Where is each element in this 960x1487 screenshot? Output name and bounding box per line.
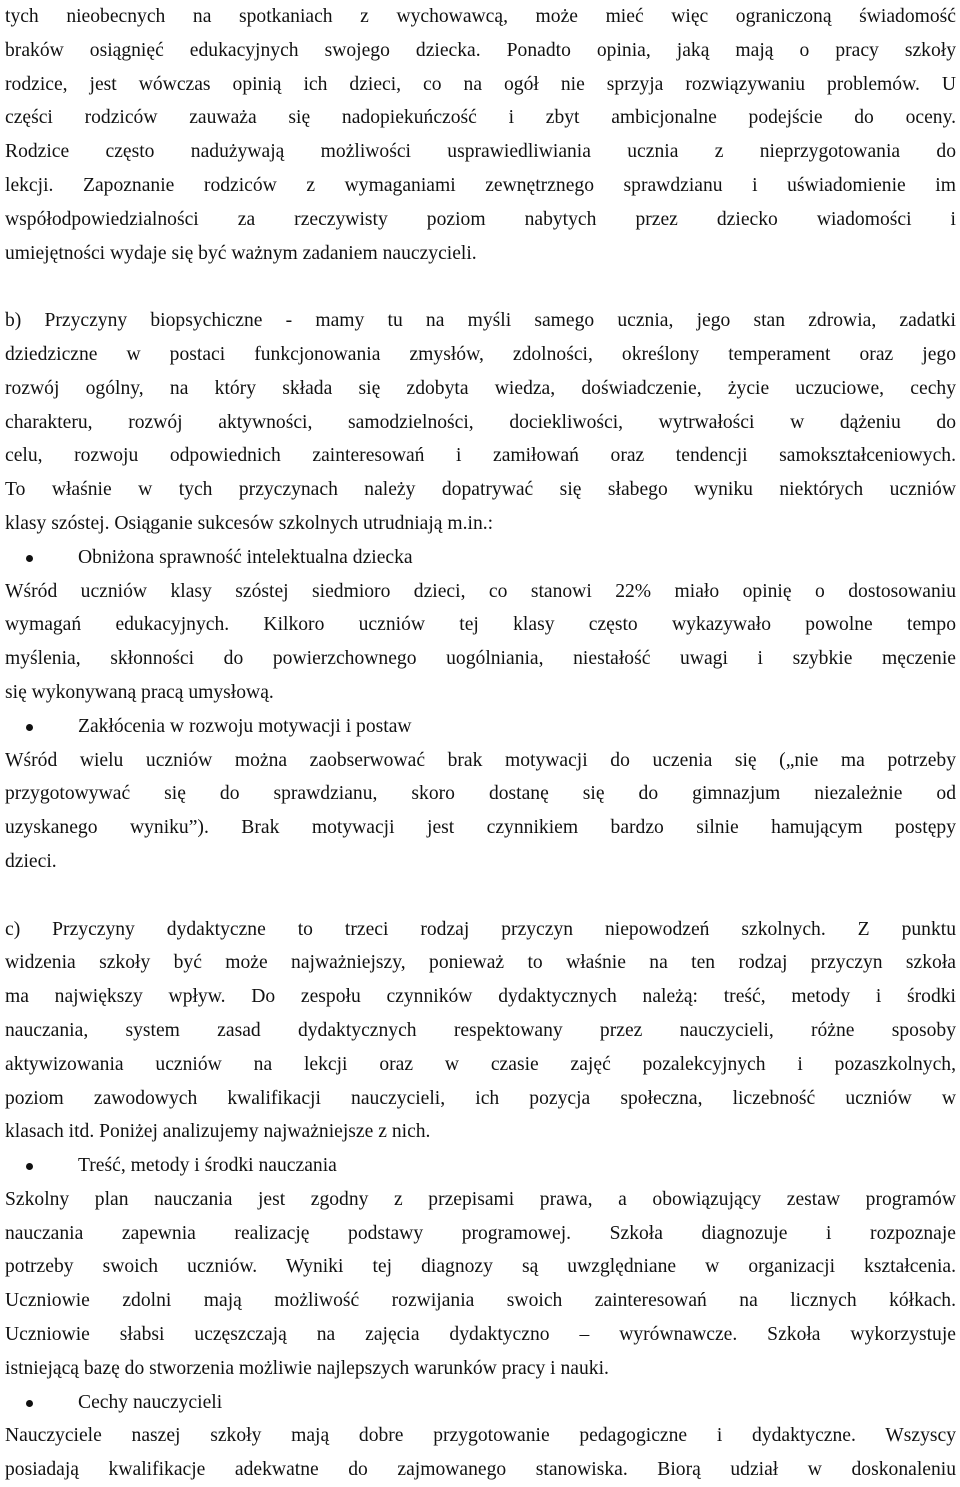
text-line: wymagań edukacyjnych. Kilkoro uczniów tej klasy często wykazywało powolne tempo xyxy=(5,614,956,636)
text-line: dzieci. xyxy=(5,850,57,872)
text-line: b) Przyczyny biopsychiczne - mamy tu na myśli samego ucznia, jego stan zdrowia, zadatki xyxy=(5,310,956,332)
text-line: dziedziczne w postaci funkcjonowania zmysłów, zdolności, określony temperament oraz jego xyxy=(5,343,956,365)
text-line: aktywizowania uczniów na lekcji oraz w czasie zajęć pozalekcyjnych i pozaszkolnych, xyxy=(5,1053,956,1075)
text-line: umiejętności wydaje się być ważnym zadaniem nauczycieli. xyxy=(5,242,477,264)
text-line: nauczania, system zasad dydaktycznych respektowany przez nauczycieli, różne sposoby xyxy=(5,1019,956,1041)
bullet-item xyxy=(5,541,956,710)
text-line: Rodzice często nadużywają możliwości usprawiedliwiania ucznia z nieprzygotowania do xyxy=(5,141,956,163)
text-line: braków osiągnięć edukacyjnych swojego dziecka. Ponadto opinia, jaką mają o pracy szkoły xyxy=(5,39,956,61)
bullet-label: Treść, metody i środki nauczania xyxy=(78,1155,337,1177)
bullet-label: Obniżona sprawność intelektualna dziecka xyxy=(78,546,413,568)
bullet-item xyxy=(5,1149,956,1386)
text-line: To właśnie w tych przyczynach należy dopatrywać się słabego wyniku niektórych uczniów xyxy=(5,479,956,501)
text-line: istniejącą bazę do stworzenia możliwie najlepszych warunków pracy i nauki. xyxy=(5,1357,609,1379)
text-line: rozwój ogólny, na który składa się zdobyta wiedza, doświadczenie, życie uczuciowe, cechy xyxy=(5,377,956,399)
section-b xyxy=(5,304,956,541)
bullet-icon xyxy=(26,1163,33,1170)
bullet-icon xyxy=(26,555,33,562)
text-line: charakteru, rozwój aktywności, samodzielności, dociekliwości, wytrwałości w dążeniu do xyxy=(5,411,956,433)
text-line: Uczniowie słabsi uczęszczają na zajęcia dydaktyczno – wyrównawcze. Szkoła wykorzystuje xyxy=(5,1324,956,1346)
text-line: przygotowywać się do sprawdzianu, skoro dostanę się do gimnazjum niezależnie od xyxy=(5,783,956,805)
section-c xyxy=(5,913,956,1150)
text-line: Wśród wielu uczniów można zaobserwować brak motywacji do uczenia się („nie ma potrzeby xyxy=(5,749,956,771)
text-line: współodpowiedzialności za rzeczywisty poziom nabytych przez dziecko wiadomości i xyxy=(5,208,956,230)
text-line: ma największy wpływ. Do zespołu czynników dydaktycznych należą: treść, metody i środki xyxy=(5,986,956,1008)
bullet-item xyxy=(5,1386,956,1487)
bullet-label: Cechy nauczycieli xyxy=(78,1391,223,1413)
text-line: celu, rozwoju odpowiednich zainteresowań i zamiłowań oraz tendencji samokształceniowych. xyxy=(5,445,956,467)
bullet-icon xyxy=(26,724,33,731)
bullet-item xyxy=(5,710,956,879)
text-line: Szkolny plan nauczania jest zgodny z przepisami prawa, a obowiązujący zestaw programów xyxy=(5,1188,956,1210)
text-line: lekcji. Zapoznanie rodziców z wymaganiami zewnętrznego sprawdzianu i uświadomienie im xyxy=(5,174,956,196)
paragraph-spacer xyxy=(5,879,956,913)
text-line: się wykonywaną pracą umysłową. xyxy=(5,681,274,703)
text-line: rodzice, jest wówczas opinią ich dzieci, co na ogół nie sprzyja rozwiązywaniu problemów. U xyxy=(5,73,956,95)
text-line: nauczania zapewnia realizację podstawy programowej. Szkoła diagnozuje i rozpoznaje xyxy=(5,1222,956,1244)
text-line: Wśród uczniów klasy szóstej siedmioro dzieci, co stanowi 22% miało opinię o dostosowaniu xyxy=(5,580,956,602)
text-line: tych nieobecnych na spotkaniach z wychowawcą, może mieć więc ograniczoną świadomość xyxy=(5,6,956,27)
bullet-icon xyxy=(26,1400,33,1407)
text-line: klasach itd. Poniżej analizujemy najważniejsze z nich. xyxy=(5,1121,431,1143)
bullet-label: Zakłócenia w rozwoju motywacji i postaw xyxy=(78,715,412,737)
text-line: części rodziców zauważa się nadopiekuńczość i zbyt ambicjonalne podejście do oceny. xyxy=(5,107,956,129)
text-line: Uczniowie zdolni mają możliwość rozwijania swoich zainteresowań na licznych kółkach. xyxy=(5,1290,956,1312)
text-line: poziom zawodowych kwalifikacji nauczycieli, ich pozycja społeczna, liczebność uczniów w xyxy=(5,1087,956,1109)
text-line: Nauczyciele naszej szkoły mają dobre przygotowanie pedagogiczne i dydaktyczne. Wszyscy xyxy=(5,1425,956,1447)
text-line: potrzeby swoich uczniów. Wyniki tej diagnozy są uwzględniane w organizacji kształcenia. xyxy=(5,1256,956,1278)
text-line: uzyskanego wyniku”). Brak motywacji jest czynnikiem bardzo silnie hamującym postępy xyxy=(5,817,956,839)
text-line: klasy szóstej. Osiąganie sukcesów szkolnych utrudniają m.in.: xyxy=(5,512,494,534)
paragraph-intro xyxy=(5,0,956,270)
text-line: posiadają kwalifikacje adekwatne do zajmowanego stanowiska. Biorą udział w doskonaleniu xyxy=(5,1459,956,1481)
text-line: myślenia, skłonności do powierzchownego uogólniania, niestałość uwagi i szybkie męczenie xyxy=(5,648,956,670)
paragraph-spacer xyxy=(5,270,956,304)
text-line: c) Przyczyny dydaktyczne to trzeci rodzaj przyczyn niepowodzeń szkolnych. Z punktu xyxy=(5,918,956,940)
text-line: widzenia szkoły być może najważniejszy, ponieważ to właśnie na ten rodzaj przyczyn szkoła xyxy=(5,952,956,974)
